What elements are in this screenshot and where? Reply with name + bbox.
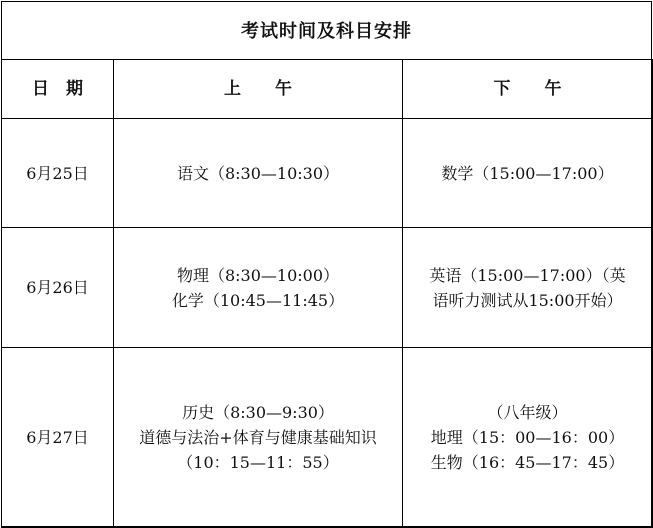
afternoon-cell bbox=[403, 348, 653, 528]
afternoon-subject: （八年级） bbox=[487, 403, 568, 422]
header-date: 日 期 bbox=[2, 60, 114, 119]
morning-subject: 化学（10:45—11:45） bbox=[171, 290, 345, 310]
morning-subject: 道德与法治+体育与健康基础知识 bbox=[139, 428, 377, 447]
afternoon-cell bbox=[403, 119, 653, 228]
table-row bbox=[2, 228, 653, 348]
morning-cell bbox=[114, 348, 403, 528]
date-cell bbox=[2, 348, 114, 528]
date-text: 6月26日 bbox=[26, 278, 89, 297]
date-cell bbox=[2, 228, 114, 348]
afternoon-subject: 地理（15：00—16：00） bbox=[430, 428, 625, 447]
header-row bbox=[2, 60, 653, 119]
header-morning: 上 午 bbox=[114, 60, 403, 119]
header-afternoon: 下 午 bbox=[403, 60, 653, 119]
table-row bbox=[2, 348, 653, 528]
morning-cell bbox=[114, 228, 403, 348]
date-cell bbox=[2, 119, 114, 228]
afternoon-subject: 数学（15:00—17:00） bbox=[441, 163, 614, 183]
exam-schedule-table bbox=[1, 59, 653, 528]
morning-subject: 语文（8:30—10:30） bbox=[176, 163, 340, 183]
morning-subject: 物理（8:30—10:00） bbox=[176, 265, 340, 285]
afternoon-subject: 英语（15:00—17:00）（英 bbox=[429, 265, 626, 285]
table-row bbox=[2, 119, 653, 228]
morning-subject: 历史（8:30—9:30） bbox=[182, 403, 334, 422]
afternoon-subject: 语听力测试从15:00开始） bbox=[432, 290, 623, 310]
afternoon-subject: 生物（16：45—17：45） bbox=[430, 453, 625, 472]
document-title: 考试时间及科目安排 bbox=[241, 20, 412, 42]
afternoon-cell bbox=[403, 228, 653, 348]
morning-cell bbox=[114, 119, 403, 228]
date-text: 6月25日 bbox=[26, 163, 89, 183]
date-text: 6月27日 bbox=[26, 428, 89, 447]
morning-subject: （10：15—11：55） bbox=[177, 453, 339, 472]
